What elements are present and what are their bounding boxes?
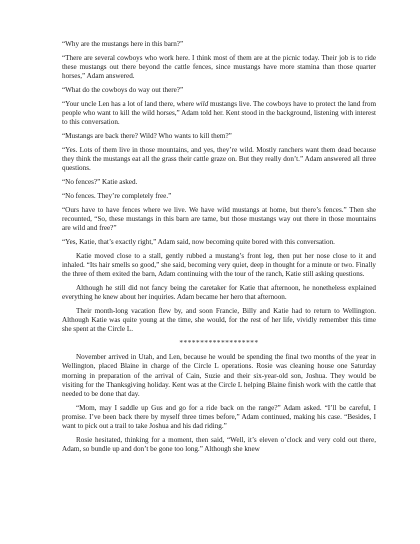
paragraph: Their month-long vacation flew by, and soon Francie, Billy and Katie had to return to Wellington. Although Katie was quite young at the time, she would, for the rest of her life, vividly remember this time she spent at the Circle L.: [62, 306, 376, 334]
paragraph: “No fences. They’re completely free.”: [62, 191, 172, 200]
paragraph: November arrived in Utah, and Len, because he would be spending the final two months of the year in Wellington, placed Blaine in charge of the Circle L operations. Rosie was cleaning house one Saturday morning in preparation of the arrival of Cain, Suzie and their six-year-old son, Joshua. They would be visiting for the Thanksgiving holiday. Kent was at the Circle L helping Blaine finish work with the cattle that needed to be done that day.: [62, 353, 376, 399]
paragraph: “Why are the mustangs here in this barn?”: [62, 40, 184, 48]
paragraph: “No fences?” Katie asked.: [62, 178, 138, 186]
emphasis-text: wild: [195, 99, 209, 108]
paragraph: “Your uncle Len has a lot of land there, where wild mustangs live. The cowboys have to protect the land from people who want to kill the wild horses,” Adam told her. Kent stood in the background, listening with interest to this conversation.: [62, 99, 377, 127]
paragraph: “Ours have to have fences where we live. We have wild mustangs at home, but there’s fences.” Then she recounted, “So, these mustangs in this barn are tame, but those mustangs way out there in those mountains are wild and free?”: [62, 205, 376, 232]
section-separator: *******************: [179, 339, 259, 347]
paragraph: “Yes. Lots of them live in those mountains, and yes, they’re wild. Mostly ranchers want them dead because they think the mustangs eat all the grass their cattle graze on. But they really don’t.” Adam answered all three questions.: [62, 145, 376, 173]
paragraph: Katie moved close to a stall, gently rubbed a mustang’s front leg, then put her nose close to it and inhaled. “Its hair smells so good,” she said, becoming very quiet, deep in thought for a minute or two. Finally the three of them exited the barn, Adam continuing with the tour of the ranch, Katie still asking questions.: [62, 251, 376, 278]
paragraph: “Yes, Katie, that’s exactly right,” Adam said, now becoming quite bored with this conversation.: [62, 237, 335, 246]
paragraph: “Mom, may I saddle up Gus and go for a ride back on the range?” Adam asked. “I’ll be careful, I promise. I’ve been back there by myself three times before,” Adam continued, making his case. “Besides, I want to pick out a trail to take Joshua and his dad riding.”: [62, 403, 376, 431]
paragraph: Rosie hesitated, thinking for a moment, then said, “Well, it’s eleven o’clock and very cold out there, Adam, so bundle up and don’t be gone too long.” Although she knew: [62, 436, 376, 454]
paragraph: Although he still did not fancy being the caretaker for Katie that afternoon, he nonetheless explained everything he knew about her inquiries. Adam became her hero that afternoon.: [62, 283, 376, 301]
paragraph: “What do the cowboys do way out there?”: [62, 86, 184, 94]
paragraph: “Mustangs are back there? Wild? Who wants to kill them?”: [62, 132, 232, 140]
paragraph: “There are several cowboys who work here. I think most of them are at the picnic today. Their job is to ride these mustangs out there beyond the cattle fences, since mustangs have more stamina than those quarter horses,” Adam answered.: [62, 53, 376, 81]
